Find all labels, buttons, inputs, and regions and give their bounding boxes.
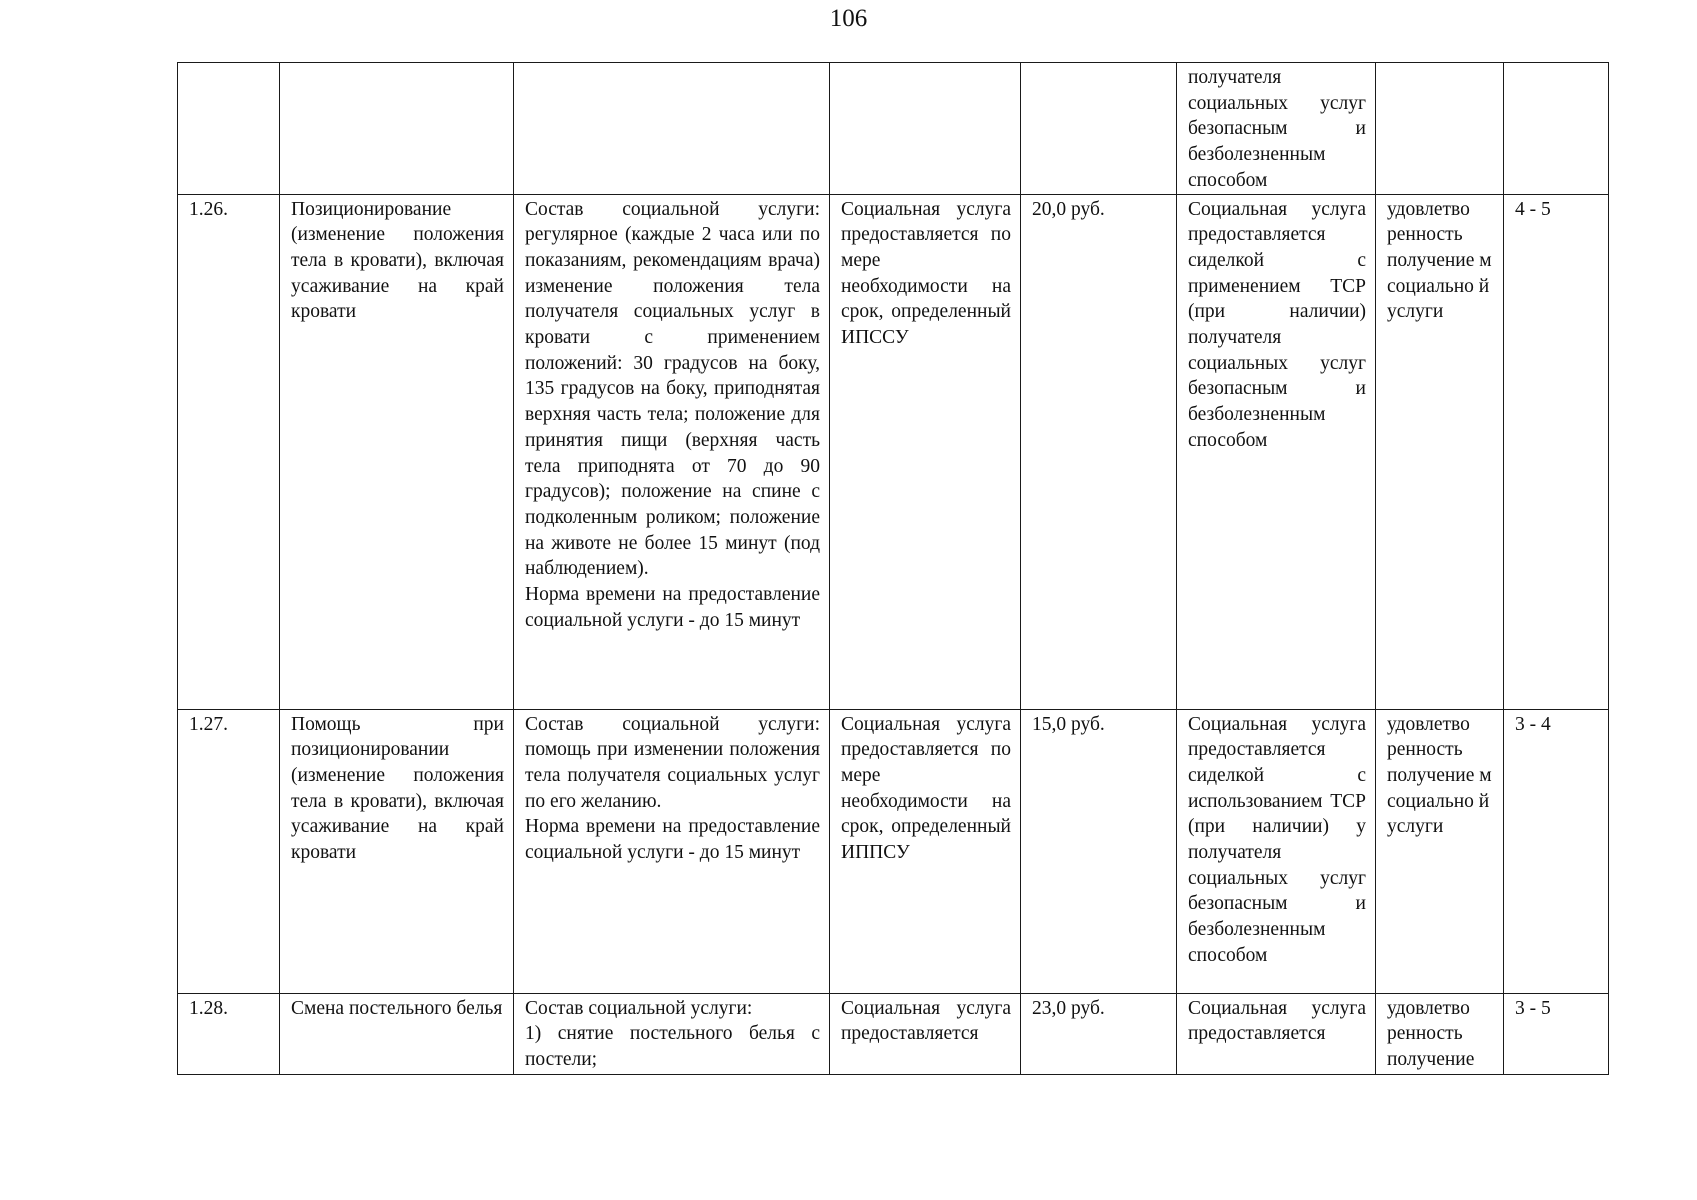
table-row bbox=[178, 194, 1609, 709]
service-evaluation-cell: удовлетво ренность получение м социально й услуги bbox=[1376, 709, 1504, 993]
service-time-norm: Норма времени на предоставление социальной услуги - до 15 минут bbox=[525, 584, 820, 631]
service-score-cell: 3 - 5 bbox=[1504, 993, 1609, 1074]
service-content-text: Состав социальной услуги: помощь при изменении положения тела получателя социальных услуг по его желанию. bbox=[525, 713, 820, 812]
table-row bbox=[178, 709, 1609, 993]
service-quality-cell: получателя социальных услуг безопасным и безболезненным способом bbox=[1177, 63, 1376, 195]
service-quality-cell: Социальная услуга предоставляется bbox=[1177, 993, 1376, 1074]
service-name-cell: Помощь при позиционировании (изменение положения тела в кровати), включая усаживание на край кровати bbox=[280, 709, 514, 993]
service-price-cell bbox=[1021, 63, 1177, 195]
service-number-cell bbox=[178, 63, 280, 195]
service-quality-cell: Социальная услуга предоставляется сиделкой с использованием ТСР (при наличии) у получателя социальных услуг безопасным и безболезненным способом bbox=[1177, 709, 1376, 993]
service-name-cell: Позиционирование (изменение положения тела в кровати), включая усаживание на край кровати bbox=[280, 194, 514, 709]
service-score-cell: 3 - 4 bbox=[1504, 709, 1609, 993]
service-content-cell bbox=[514, 709, 830, 993]
service-price-cell: 15,0 руб. bbox=[1021, 709, 1177, 993]
service-content-text: Состав социальной услуги: регулярное (каждые 2 часа или по показаниям, рекомендациям врача) изменение положения тела получателя социальных услуг в кровати с применением положений: 30 градусов на боку, 135 градусов на боку, приподнятая верхняя часть тела; положение для принятия пищи (верхняя часть тела приподнята от 70 до 90 градусов); положение на спине с подколенным роликом; положение на животе не более 15 минут (под наблюдением). bbox=[525, 198, 820, 580]
service-conditions-cell: Социальная услуга предоставляется по мере необходимости на срок, определенный ИППСУ bbox=[830, 709, 1021, 993]
service-time-norm: Норма времени на предоставление социальной услуги - до 15 минут bbox=[525, 816, 820, 864]
service-content-title: Состав социальной услуги: bbox=[525, 997, 753, 1019]
service-content-cell bbox=[514, 63, 830, 195]
service-quality-cell: Социальная услуга предоставляется сиделкой с применением ТСР (при наличии) получателя социальных услуг безопасным и безболезненным способом bbox=[1177, 194, 1376, 709]
service-conditions-cell: Социальная услуга предоставляется по мере необходимости на срок, определенный ИПССУ bbox=[830, 194, 1021, 709]
table-row bbox=[178, 63, 1609, 195]
service-score-cell bbox=[1504, 63, 1609, 195]
services-table bbox=[177, 62, 1609, 1075]
service-evaluation-cell: удовлетво ренность получение bbox=[1376, 993, 1504, 1074]
page-number: 106 bbox=[829, 5, 868, 32]
service-evaluation-cell bbox=[1376, 63, 1504, 195]
service-conditions-cell bbox=[830, 63, 1021, 195]
service-content-text: 1) снятие постельного белья с постели; bbox=[525, 1023, 820, 1070]
service-content-cell bbox=[514, 993, 830, 1074]
service-conditions-cell: Социальная услуга предоставляется bbox=[830, 993, 1021, 1074]
service-number-cell: 1.27. bbox=[178, 709, 280, 993]
service-number-cell: 1.26. bbox=[178, 194, 280, 709]
service-name-cell: Смена постельного белья bbox=[280, 993, 514, 1074]
service-price-cell: 20,0 руб. bbox=[1021, 194, 1177, 709]
service-content-cell bbox=[514, 194, 830, 709]
service-score-cell: 4 - 5 bbox=[1504, 194, 1609, 709]
table-row bbox=[178, 993, 1609, 1074]
service-price-cell: 23,0 руб. bbox=[1021, 993, 1177, 1074]
service-name-cell bbox=[280, 63, 514, 195]
service-number-cell: 1.28. bbox=[178, 993, 280, 1074]
service-evaluation-cell: удовлетво ренность получение м социально й услуги bbox=[1376, 194, 1504, 709]
